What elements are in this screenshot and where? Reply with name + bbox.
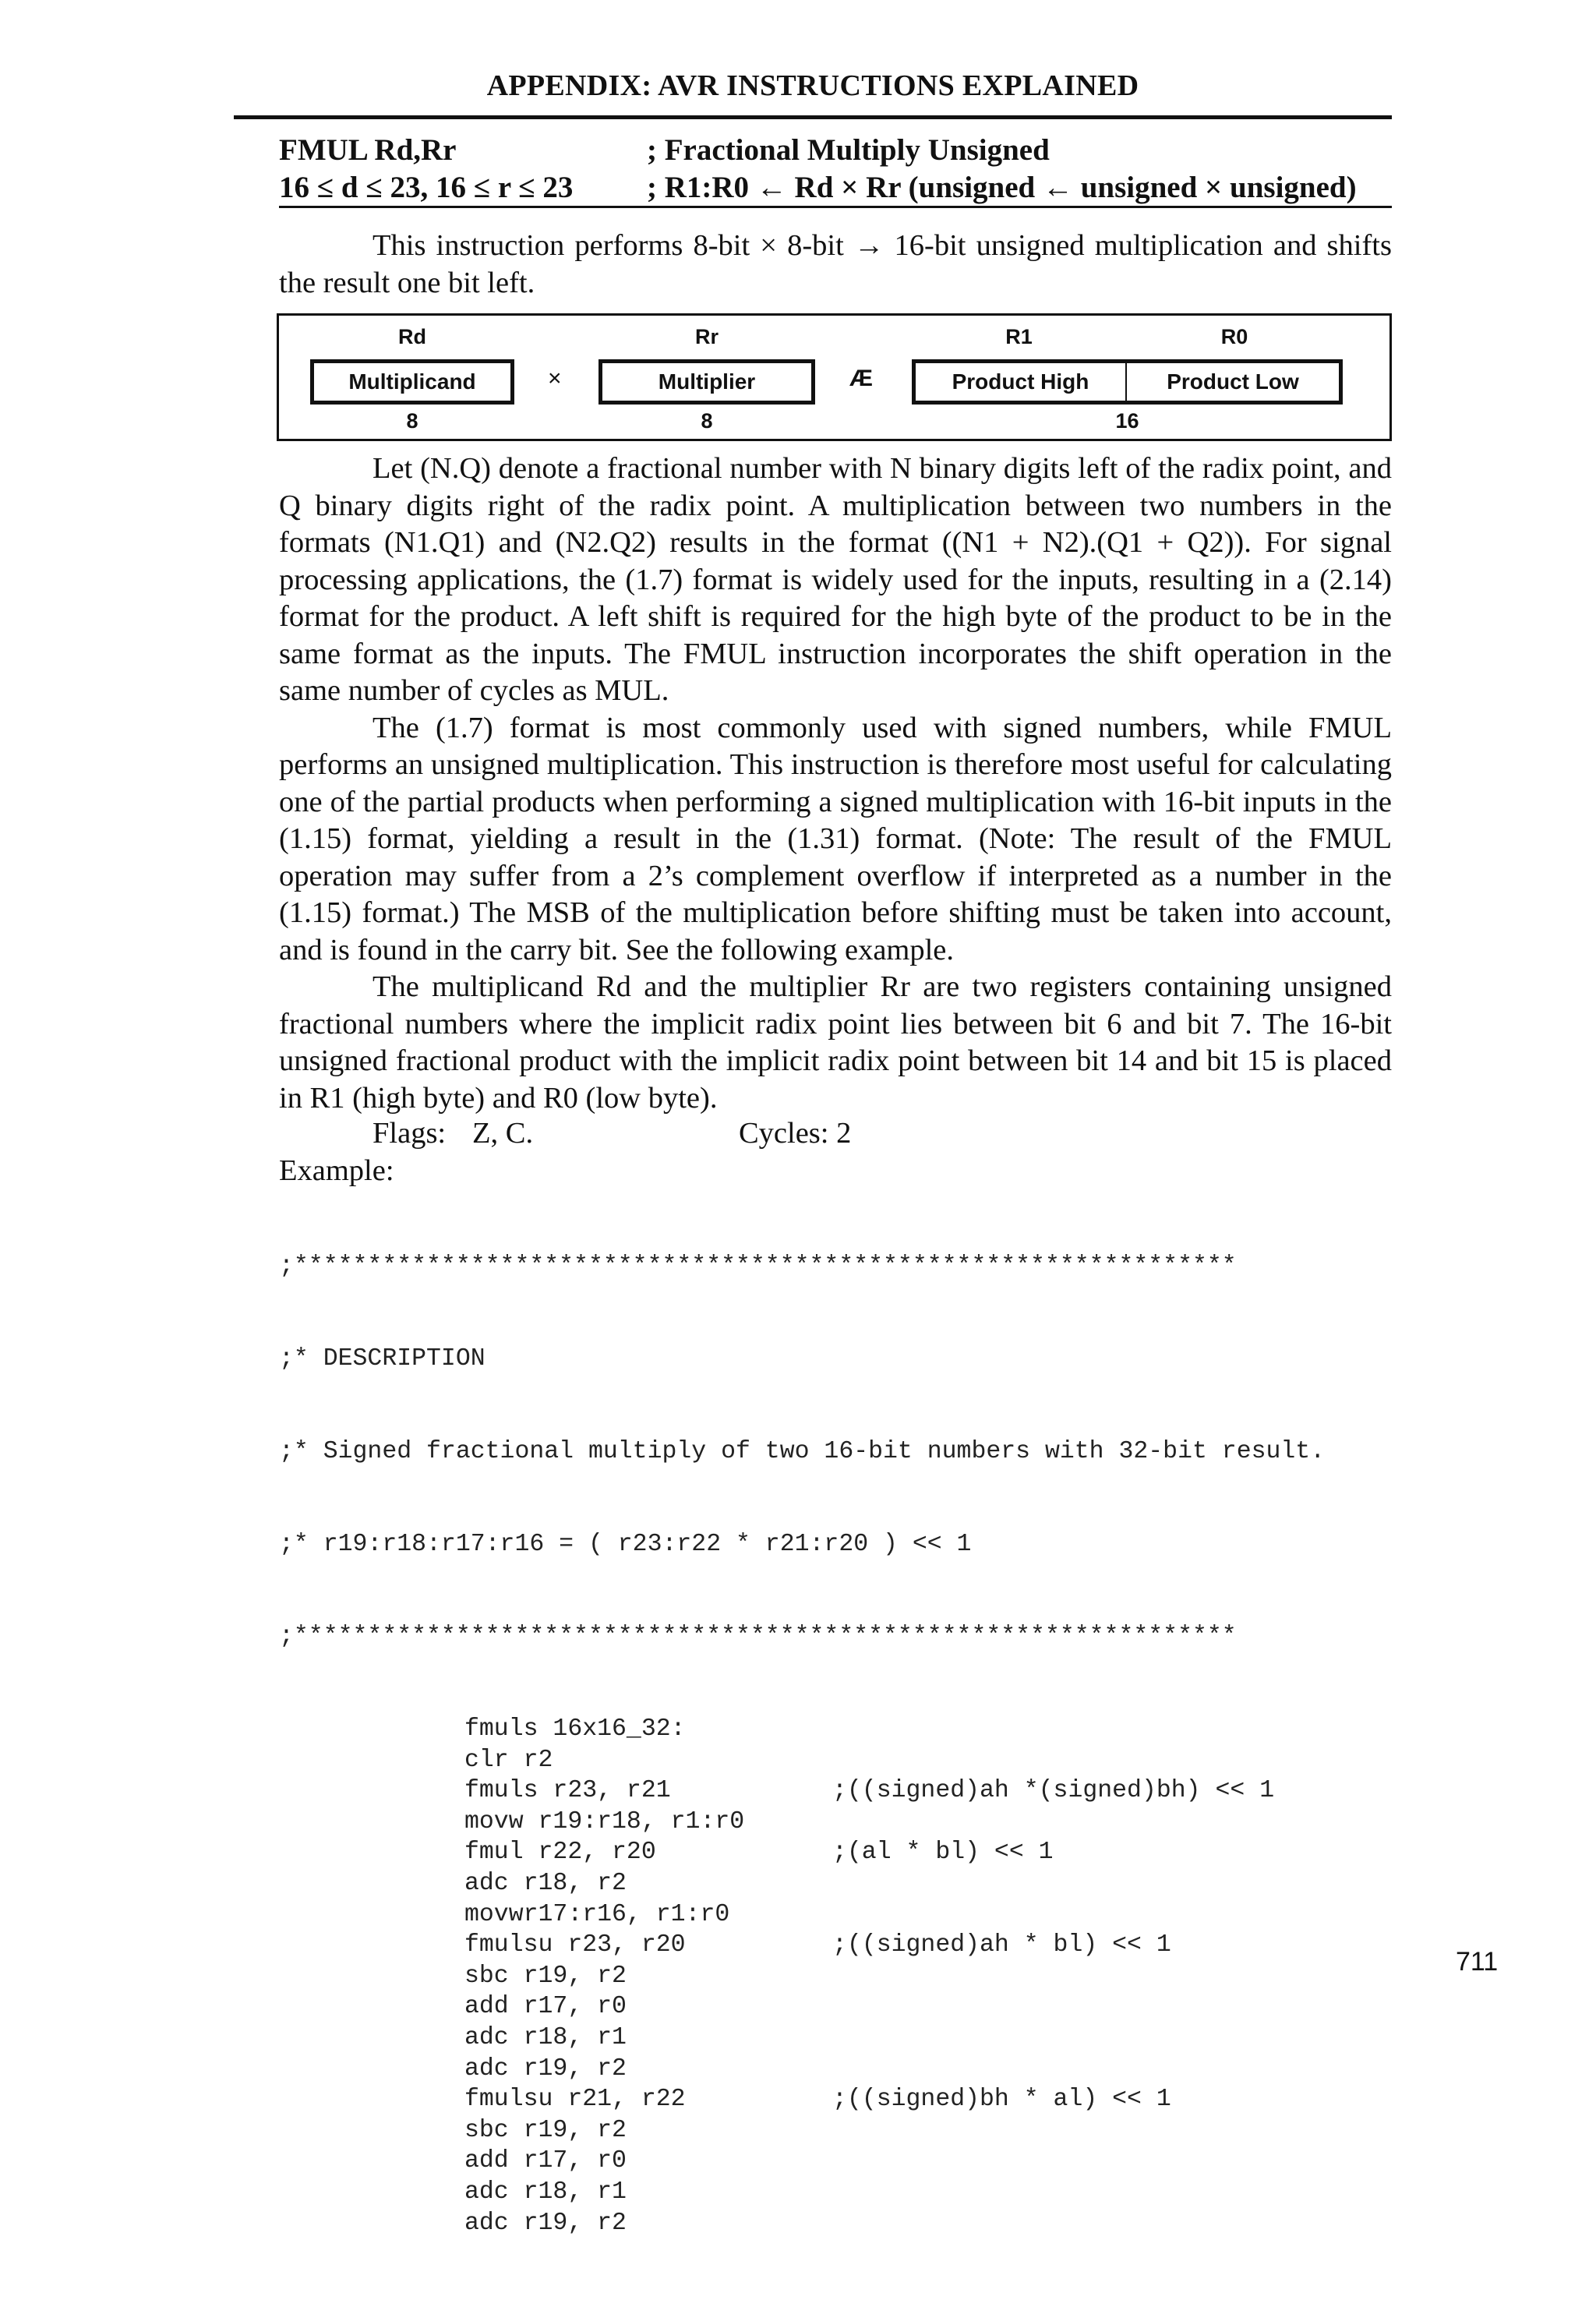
code-line bbox=[279, 1807, 1325, 1838]
code-instruction: sbc r19, r2 bbox=[464, 1962, 627, 1990]
code-header-line: ;**************************************************************** bbox=[279, 1623, 1237, 1651]
code-instruction: fmul r22, r20 bbox=[464, 1839, 656, 1867]
intro-text: This instruction performs 8-bit × 8-bit → 16-bit unsigned multiplication and shifts the result one bit left. bbox=[279, 229, 1392, 299]
result-arrow-symbol: Æ bbox=[849, 366, 873, 391]
code-line bbox=[279, 1775, 1325, 1807]
product-high-label: Product High bbox=[952, 369, 1089, 394]
code-instruction: fmuls r23, r21 bbox=[464, 1777, 671, 1805]
code-line bbox=[279, 2023, 1325, 2054]
code-instruction: adc r18, r1 bbox=[464, 2178, 627, 2206]
label-r1: R1 bbox=[1005, 325, 1033, 348]
width-product: 16 bbox=[1115, 409, 1139, 433]
flags-cycles-line bbox=[279, 1116, 1392, 1154]
product-box bbox=[912, 359, 1343, 405]
instruction-operation: ; R1:R0 ← Rd × Rr (unsigned ← unsigned × unsigned) bbox=[647, 171, 1357, 204]
code-line bbox=[279, 1961, 1325, 1992]
example-label: Example: bbox=[279, 1154, 394, 1187]
code-header-line: ;* Signed fractional multiply of two 16-bit numbers with 32-bit result. bbox=[279, 1437, 1326, 1465]
code-listing bbox=[279, 1189, 1325, 2300]
code-comment: ;((signed)ah *(signed)bh) << 1 bbox=[832, 1777, 1275, 1805]
code-instruction: adc r18, r2 bbox=[464, 1870, 627, 1898]
code-line bbox=[279, 1714, 1325, 1745]
code-header-line: ;**************************************************************** bbox=[279, 1252, 1237, 1281]
code-line bbox=[279, 2177, 1325, 2208]
code-line bbox=[279, 2054, 1325, 2085]
code-body bbox=[279, 1714, 1325, 2238]
code-line bbox=[279, 1930, 1325, 1961]
instruction-name: ; Fractional Multiply Unsigned bbox=[647, 133, 1050, 167]
code-instruction: movw r19:r18, r1:r0 bbox=[464, 1807, 745, 1835]
code-line bbox=[279, 2146, 1325, 2177]
width-rd: 8 bbox=[406, 409, 418, 433]
code-line bbox=[279, 2208, 1325, 2239]
instruction-heading bbox=[279, 132, 1392, 207]
code-comment: ;((signed)bh * al) << 1 bbox=[832, 2086, 1171, 2114]
code-instruction: adc r19, r2 bbox=[464, 2054, 627, 2083]
code-comment: ;(al * bl) << 1 bbox=[832, 1839, 1054, 1867]
code-instruction: clr r2 bbox=[464, 1746, 553, 1774]
instruction-rule bbox=[279, 206, 1392, 208]
code-instruction: sbc r19, r2 bbox=[464, 2116, 627, 2144]
instruction-operands: 16 ≤ d ≤ 23, 16 ≤ r ≤ 23 bbox=[279, 171, 574, 204]
code-header-line: ;* DESCRIPTION bbox=[279, 1344, 486, 1373]
paragraph-radix-point: The multiplicand Rd and the multiplier Rr are two registers containing unsigned fractional numbers where the implicit radix point lies between bit 6 and bit 7. The 16-bit unsigned fractional product with the implicit radix point between bit 14 and bit 15 is placed in R1 (high byte) and R0 (low byte). bbox=[279, 970, 1392, 1115]
register-diagram bbox=[277, 313, 1392, 441]
code-instruction: adc r18, r1 bbox=[464, 2024, 627, 2052]
intro-paragraph bbox=[279, 228, 1392, 302]
label-r0: R0 bbox=[1220, 325, 1248, 348]
code-line bbox=[279, 1899, 1325, 1931]
code-line bbox=[279, 1837, 1325, 1868]
flags-value: Z, C. bbox=[472, 1117, 534, 1150]
code-line bbox=[279, 1868, 1325, 1899]
multiplicand-box: Multiplicand bbox=[310, 359, 514, 405]
cycles-value: Cycles: 2 bbox=[739, 1117, 852, 1150]
paragraph-fractional-format: Let (N.Q) denote a fractional number with N binary digits left of the radix point, and Q binary digits right of the radix point. A multiplication between two numbers in the formats (N1.Q1) and (N2.Q2) results in the format ((N1 + N2).(Q1 + Q2)). For signal processing applications, the (1.7) format is widely used for the inputs, resulting in a (2.14) format for the product. A left shift is required for the high byte of the product to be in the same format as the inputs. The FMUL instruction incorporates the shift operation in the same number of cycles as MUL. bbox=[279, 452, 1392, 707]
code-instruction: fmuls 16x16_32: bbox=[464, 1715, 686, 1744]
product-low-label: Product Low bbox=[1125, 363, 1339, 401]
paragraph-signed-usage: The (1.7) format is most commonly used with signed numbers, while FMUL performs an unsigned multiplication. This instruction is therefore most useful for calculating one of the partial products when performing a signed multiplication with 16-bit inputs in the (1.15) format, yielding a result in the (1.31) format. (Note: The result of the FMUL operation may suffer from a 2’s complement overflow if interpreted as a number in the (1.15) format.) The MSB of the multiplication before shifting must be taken into account, and is found in the carry bit. See the following example. bbox=[279, 711, 1392, 966]
body-paragraphs bbox=[279, 450, 1392, 1117]
header-rule bbox=[234, 115, 1392, 119]
running-head: APPENDIX: AVR INSTRUCTIONS EXPLAINED bbox=[486, 69, 1139, 102]
instruction-syntax: FMUL Rd,Rr bbox=[279, 133, 457, 167]
label-rd: Rd bbox=[398, 325, 426, 348]
flags-label: Flags: bbox=[373, 1117, 447, 1150]
label-rr: Rr bbox=[694, 325, 719, 348]
multiplier-box: Multiplier bbox=[598, 359, 815, 405]
code-instruction: movwr17:r16, r1:r0 bbox=[464, 1900, 730, 1928]
code-instruction: fmulsu r23, r20 bbox=[464, 1931, 686, 1959]
code-instruction: add r17, r0 bbox=[464, 1993, 627, 2021]
times-symbol: × bbox=[548, 366, 562, 391]
code-line bbox=[279, 1745, 1325, 1776]
page-number: 711 bbox=[1456, 1947, 1499, 1977]
width-rr: 8 bbox=[701, 409, 713, 433]
code-instruction: add r17, r0 bbox=[464, 2147, 627, 2175]
code-line bbox=[279, 2084, 1325, 2115]
code-line bbox=[279, 1991, 1325, 2023]
code-instruction: adc r19, r2 bbox=[464, 2209, 627, 2237]
code-line bbox=[279, 2115, 1325, 2146]
code-comment: ;((signed)ah * bl) << 1 bbox=[832, 1931, 1171, 1959]
code-instruction: fmulsu r21, r22 bbox=[464, 2086, 686, 2114]
code-header-line: ;* r19:r18:r17:r16 = ( r23:r22 * r21:r20 ) << 1 bbox=[279, 1530, 972, 1558]
